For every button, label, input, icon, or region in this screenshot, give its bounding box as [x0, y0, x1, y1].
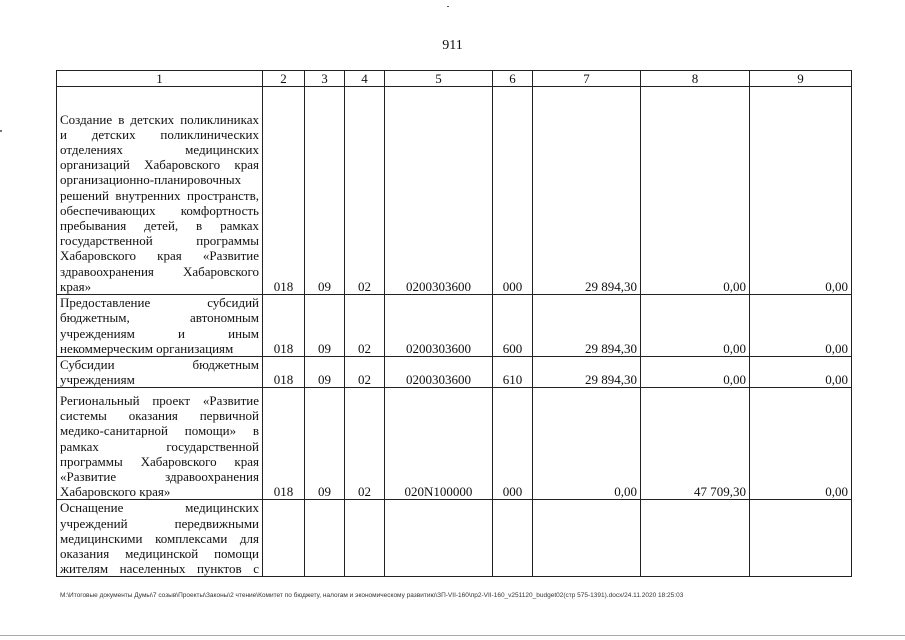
cell-target-article: 020N100000: [385, 388, 493, 500]
cell-subsection: 02: [345, 295, 385, 357]
cell-section: 09: [305, 388, 345, 500]
column-header: 4: [345, 71, 385, 87]
cell-amount-9: 0,00: [750, 388, 852, 500]
header-row: [57, 71, 852, 87]
budget-table: [56, 70, 852, 577]
scan-mark: [447, 6, 449, 7]
column-header: 9: [750, 71, 852, 87]
cell-subsection: [345, 500, 385, 577]
cell-section: 09: [305, 87, 345, 295]
cell-expense-type: [493, 500, 533, 577]
cell-amount-7: 29 894,30: [533, 295, 641, 357]
table-row: [57, 357, 852, 388]
cell-section: [305, 500, 345, 577]
cell-section: 09: [305, 295, 345, 357]
cell-ministry-code: [263, 500, 305, 577]
column-header: 2: [263, 71, 305, 87]
cell-amount-7: [533, 500, 641, 577]
cell-expense-type: 610: [493, 357, 533, 388]
cell-target-article: [385, 500, 493, 577]
row-name: Субсидии бюджетным учреждениям: [57, 357, 263, 388]
row-name: Региональный проект «Развитие системы оказания первичной медико-санитарной помощи» в рамках государственной программы Хабаровского края «Развитие здравоохранения Хабаровского края»: [57, 388, 263, 500]
table-row: [57, 500, 852, 577]
cell-target-article: 0200303600: [385, 87, 493, 295]
row-name: Создание в детских поликлиниках и детских поликлинических отделениях медицинских организаций Хабаровского края организационно-планировочных решений внутренних пространств, обеспечивающих комфортность пребывания детей, в рамках государственной программы Хабаровского края «Развитие здравоохранения Хабаровского края»: [57, 87, 263, 295]
column-header: 7: [533, 71, 641, 87]
cell-target-article: 0200303600: [385, 295, 493, 357]
cell-ministry-code: 018: [263, 388, 305, 500]
cell-expense-type: 600: [493, 295, 533, 357]
cell-subsection: 02: [345, 357, 385, 388]
cell-ministry-code: 018: [263, 357, 305, 388]
cell-amount-8: 47 709,30: [641, 388, 750, 500]
cell-subsection: 02: [345, 87, 385, 295]
cell-amount-9: 0,00: [750, 87, 852, 295]
cell-amount-8: 0,00: [641, 295, 750, 357]
cell-amount-8: 0,00: [641, 357, 750, 388]
cell-amount-7: 29 894,30: [533, 87, 641, 295]
cell-section: 09: [305, 357, 345, 388]
column-header: 5: [385, 71, 493, 87]
column-header: 6: [493, 71, 533, 87]
cell-amount-7: 0,00: [533, 388, 641, 500]
cell-amount-9: [750, 500, 852, 577]
scan-mark: [0, 130, 2, 132]
cell-ministry-code: 018: [263, 295, 305, 357]
column-header: 3: [305, 71, 345, 87]
cell-target-article: 0200303600: [385, 357, 493, 388]
cell-ministry-code: 018: [263, 87, 305, 295]
cell-amount-8: 0,00: [641, 87, 750, 295]
table-row: [57, 87, 852, 295]
table-row: [57, 295, 852, 357]
cell-amount-9: 0,00: [750, 357, 852, 388]
cell-expense-type: 000: [493, 87, 533, 295]
file-path-footer: M:\Итоговые документы Думы\7 созыв\Проекты\Законы\2 чтение\Комитет по бюджету, налогам и экономическому развитию\ЗП-VII-160\пр2-VII-160_v251120_budget02(стр 575-1391).docx/24.11.2020 18:25:03: [60, 592, 684, 599]
row-name: Оснащение медицинских учреждений передвижными медицинскими комплексами для оказания медицинской помощи жителям населенных пунктов с: [57, 500, 263, 577]
column-header: 8: [641, 71, 750, 87]
page-number: 911: [442, 38, 463, 53]
table-row: [57, 388, 852, 500]
column-header: 1: [57, 71, 263, 87]
cell-amount-8: [641, 500, 750, 577]
cell-subsection: 02: [345, 388, 385, 500]
cell-amount-7: 29 894,30: [533, 357, 641, 388]
cell-expense-type: 000: [493, 388, 533, 500]
cell-amount-9: 0,00: [750, 295, 852, 357]
scan-edge: [0, 635, 905, 636]
row-name: Предоставление субсидий бюджетным, автономным учреждениям и иным некоммерческим организациям: [57, 295, 263, 357]
